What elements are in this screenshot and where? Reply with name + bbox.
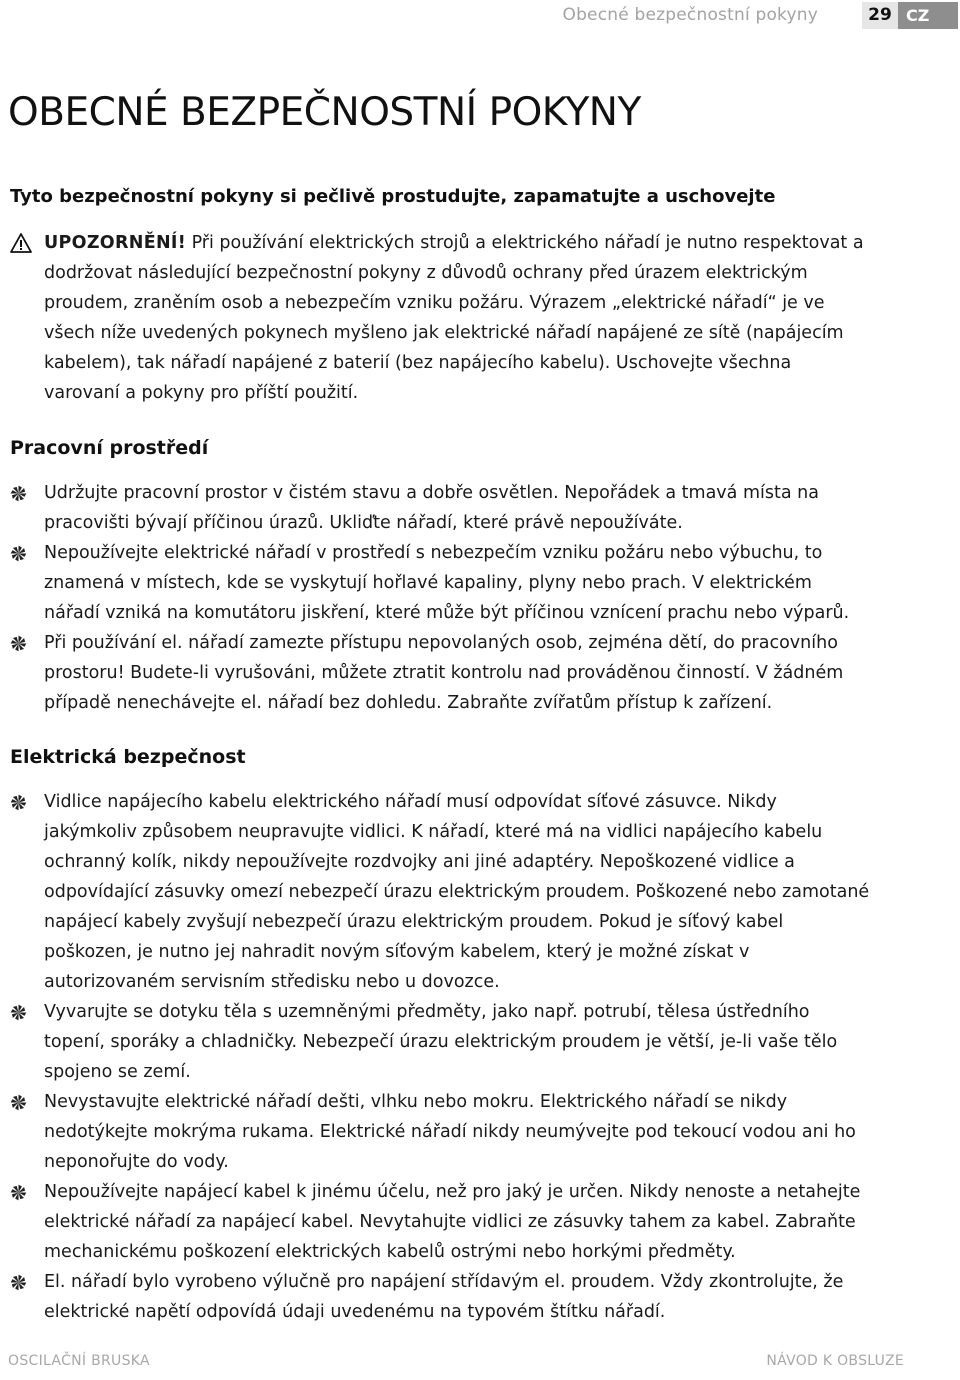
list-item [10, 997, 870, 1087]
pinwheel-bullet-icon [10, 485, 27, 502]
work-area-list [10, 478, 870, 718]
list-item [10, 787, 870, 997]
pinwheel-bullet-icon [10, 1184, 27, 1201]
list-item-text: Vidlice napájecího kabelu elektrického nářadí musí odpovídat síťové zásuvce. Nikdy jakýmkoliv způsobem neupravujte vidlici. K nářadí, které má na vidlici napájecího kabelu ochranný kolík, nikdy nepoužívejte rozdvojky ani jiné adaptéry. Nepoškozené vidlice a odpovídající zásuvky omezí nebezpečí úrazu elektrickým proudem. Poškozené nebo zamotané napájecí kabely zvyšují nebezpečí úrazu elektrickým proudem. Pokud je síťový kabel poškozen, je nutno jej nahradit novým síťovým kabelem, který je možné získat v autorizovaném servisním středisku nebo u dovozce. [44, 792, 870, 992]
intro-heading: Tyto bezpečnostní pokyny si pečlivě prostudujte, zapamatujte a uschovejte [10, 186, 776, 207]
pinwheel-bullet-icon [10, 1274, 27, 1291]
warning-triangle-icon [10, 233, 32, 253]
page-title: OBECNÉ BEZPEČNOSTNÍ POKYNY [8, 90, 641, 135]
list-item [10, 1267, 870, 1327]
pinwheel-bullet-icon [10, 635, 27, 652]
warning-text [44, 228, 870, 408]
list-item-text: Nepoužívejte elektrické nářadí v prostředí s nebezpečím vzniku požáru nebo výbuchu, to znamená v místech, kde se vyskytují hořlavé kapaliny, plyny nebo prach. V elektrickém nářadí vzniká na komutátoru jiskření, které může být příčinou vznícení prachu nebo výparů. [44, 543, 850, 623]
list-item [10, 1087, 870, 1177]
footer-manual-label: NÁVOD K OBSLUZE [766, 1353, 904, 1369]
electrical-safety-list [10, 787, 870, 1327]
list-item-text: El. nářadí bylo vyrobeno výlučně pro napájení střídavým el. proudem. Vždy zkontrolujte, že elektrické napětí odpovídá údaji uvedenému na typovém štítku nářadí. [44, 1272, 844, 1322]
list-item-text: Udržujte pracovní prostor v čistém stavu a dobře osvětlen. Nepořádek a tmavá místa na pracovišti bývají příčinou úrazů. Ukliďte nářadí, které právě nepoužíváte. [44, 483, 819, 533]
warning-block [10, 228, 870, 408]
pinwheel-bullet-icon [10, 1094, 27, 1111]
pinwheel-bullet-icon [10, 794, 27, 811]
section-heading-work-area: Pracovní prostředí [10, 437, 209, 459]
warning-body: Při používání elektrických strojů a elektrického nářadí je nutno respektovat a dodržovat následující bezpečnostní pokyny z důvodů ochrany před úrazem elektrickým proudem, zraněním osob a nebezpečím vzniku požáru. Výrazem „elektrické nářadí“ je ve všech níže uvedených pokynech myšleno jak elektrické nářadí napájené ze sítě (napájecím kabelem), tak nářadí napájené z baterií (bez napájecího kabelu). Uschovejte všechna varovaní a pokyny pro příští použití. [44, 233, 864, 403]
page-header [0, 0, 960, 32]
page-number: 29 [862, 2, 898, 29]
language-badge: CZ [898, 2, 958, 29]
warning-label: UPOZORNĚNÍ! [44, 233, 186, 253]
list-item [10, 1177, 870, 1267]
section-heading-electrical-safety: Elektrická bezpečnost [10, 746, 246, 768]
list-item-text: Nepoužívejte napájecí kabel k jinému účelu, než pro jaký je určen. Nikdy nenoste a netahejte elektrické nářadí za napájecí kabel. Nevytahujte vidlici ze zásuvky tahem za kabel. Zabraňte mechanickému poškození elektrických kabelů ostrými nebo horkými předměty. [44, 1182, 861, 1262]
footer-product-name: OSCILAČNÍ BRUSKA [8, 1353, 150, 1369]
list-item [10, 478, 870, 538]
list-item-text: Při používání el. nářadí zamezte přístupu nepovolaných osob, zejména dětí, do pracovního prostoru! Budete-li vyrušováni, můžete ztratit kontrolu nad prováděnou činností. V žádném případě nenechávejte el. nářadí bez dohledu. Zabraňte zvířatům přístup k zařízení. [44, 633, 844, 713]
list-item [10, 628, 870, 718]
pinwheel-bullet-icon [10, 1004, 27, 1021]
header-title: Obecné bezpečnostní pokyny [562, 5, 818, 25]
pinwheel-bullet-icon [10, 545, 27, 562]
list-item [10, 538, 870, 628]
list-item-text: Vyvarujte se dotyku těla s uzemněnými předměty, jako např. potrubí, tělesa ústředního topení, sporáky a chladničky. Nebezpečí úrazu elektrickým proudem je větší, je-li vaše tělo spojeno se zemí. [44, 1002, 838, 1082]
list-item-text: Nevystavujte elektrické nářadí dešti, vlhku nebo mokru. Elektrického nářadí se nikdy nedotýkejte mokrýma rukama. Elektrické nářadí nikdy neumývejte pod tekoucí vodou ani ho neponořujte do vody. [44, 1092, 856, 1172]
